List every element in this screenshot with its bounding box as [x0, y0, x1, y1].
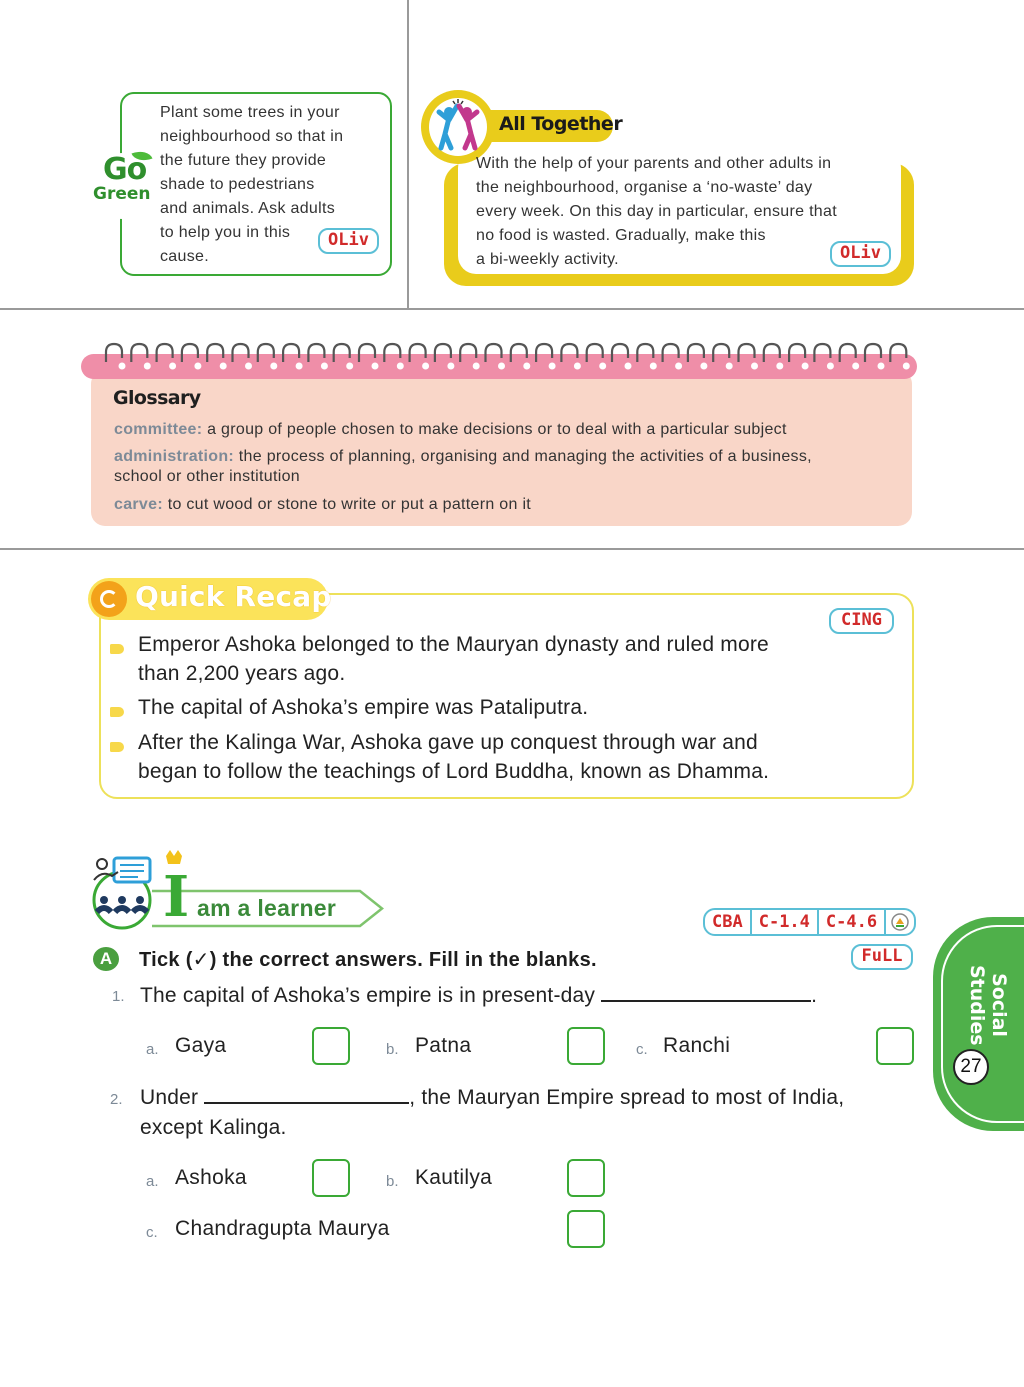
go-green-logo-green: Green	[93, 184, 151, 204]
option-checkbox[interactable]	[567, 1159, 605, 1197]
question-number: 2.	[110, 1091, 123, 1108]
question-number: 1.	[112, 988, 125, 1005]
option-letter: a.	[146, 1041, 159, 1058]
go-green-tag: OLiv	[318, 228, 379, 254]
option-text: Chandragupta Maurya	[175, 1217, 390, 1240]
chip-cba: CBA	[705, 910, 752, 934]
glossary-term: carve:	[114, 496, 163, 513]
option-text: Patna	[415, 1034, 472, 1057]
chip-c14: C-1.4	[752, 910, 819, 934]
refresh-icon	[100, 590, 118, 608]
recap-item: Emperor Ashoka belonged to the Mauryan dynasty and ruled more than 2,200 years ago.	[138, 633, 769, 685]
competency-chips	[703, 908, 916, 936]
spiral-binding-icon	[100, 340, 920, 374]
glossary-definition: to cut wood or stone to write or put a pattern on it	[162, 496, 532, 513]
option-text: Kautilya	[415, 1166, 493, 1189]
side-tab-label: Social Studies	[966, 965, 1010, 1046]
learner-i-letter: I	[163, 864, 190, 930]
question-1-text: The capital of Ashoka’s empire is in present-day .	[140, 984, 818, 1007]
quick-recap-title: Quick Recap	[135, 580, 332, 613]
recap-item: After the Kalinga War, Ashoka gave up conquest through war and began to follow the teachings of Lord Buddha, known as Dhamma.	[138, 731, 770, 783]
all-together-title: All Together	[499, 113, 623, 135]
all-together-tag: OLiv	[830, 241, 891, 267]
question-2-text: Under , the Mauryan Empire spread to most of India, except Kalinga.	[140, 1086, 845, 1139]
option-letter: b.	[386, 1041, 399, 1058]
recap-item: The capital of Ashoka’s empire was Pataliputra.	[138, 696, 589, 719]
all-together-text: With the help of your parents and other adults in the neighbourhood, organise a ‘no-waste’ day every week. On this day in particular, ensure that no food is wasted. Gradually, make this a bi-weekly activity.	[476, 155, 837, 268]
emblem-icon	[886, 910, 914, 934]
bullet-icon	[110, 707, 124, 717]
option-letter: c.	[146, 1224, 158, 1241]
go-green-logo-go: Go	[103, 152, 147, 187]
section-a-title: Tick (✓) the correct answers. Fill in the blanks.	[139, 949, 597, 971]
glossary-definition: a group of people chosen to make decisions or to deal with a particular subject	[202, 421, 787, 438]
answer-blank[interactable]	[601, 984, 811, 1002]
page-number: 27	[953, 1049, 989, 1085]
high-five-icon	[429, 98, 487, 156]
option-checkbox[interactable]	[312, 1027, 350, 1065]
option-letter: c.	[636, 1041, 648, 1058]
chip-c46: C-4.6	[819, 910, 886, 934]
option-letter: b.	[386, 1173, 399, 1190]
section-a-badge: A	[93, 947, 119, 971]
quick-recap-tag: CING	[829, 608, 894, 634]
divider-2	[0, 548, 1024, 550]
glossary-term: committee:	[114, 421, 203, 438]
top-vertical-divider	[407, 0, 409, 309]
glossary-title: Glossary	[113, 387, 201, 409]
divider-1	[0, 308, 1024, 310]
glossary-definition: the process of planning, organising and managing the activities of a business,	[234, 448, 812, 465]
section-a-tag: FuLL	[851, 944, 913, 970]
go-green-text: Plant some trees in your neighbourhood so that in the future they provide shade to pedestrians and animals. Ask adults to help you in this cause.	[160, 104, 344, 265]
option-checkbox[interactable]	[312, 1159, 350, 1197]
learner-label: am a learner	[197, 895, 337, 921]
glossary-entry	[114, 447, 894, 467]
bullet-icon	[110, 644, 124, 654]
option-text: Ranchi	[663, 1034, 731, 1057]
glossary-entry	[114, 495, 894, 515]
glossary-entry	[114, 420, 894, 440]
glossary-definition-line2: school or other institution	[114, 468, 300, 485]
option-letter: a.	[146, 1173, 159, 1190]
option-checkbox[interactable]	[567, 1027, 605, 1065]
glossary-term: administration:	[114, 448, 235, 465]
option-checkbox[interactable]	[567, 1210, 605, 1248]
option-text: Ashoka	[175, 1166, 247, 1189]
option-checkbox[interactable]	[876, 1027, 914, 1065]
answer-blank[interactable]	[204, 1086, 409, 1104]
bullet-icon	[110, 742, 124, 752]
option-text: Gaya	[175, 1034, 227, 1057]
